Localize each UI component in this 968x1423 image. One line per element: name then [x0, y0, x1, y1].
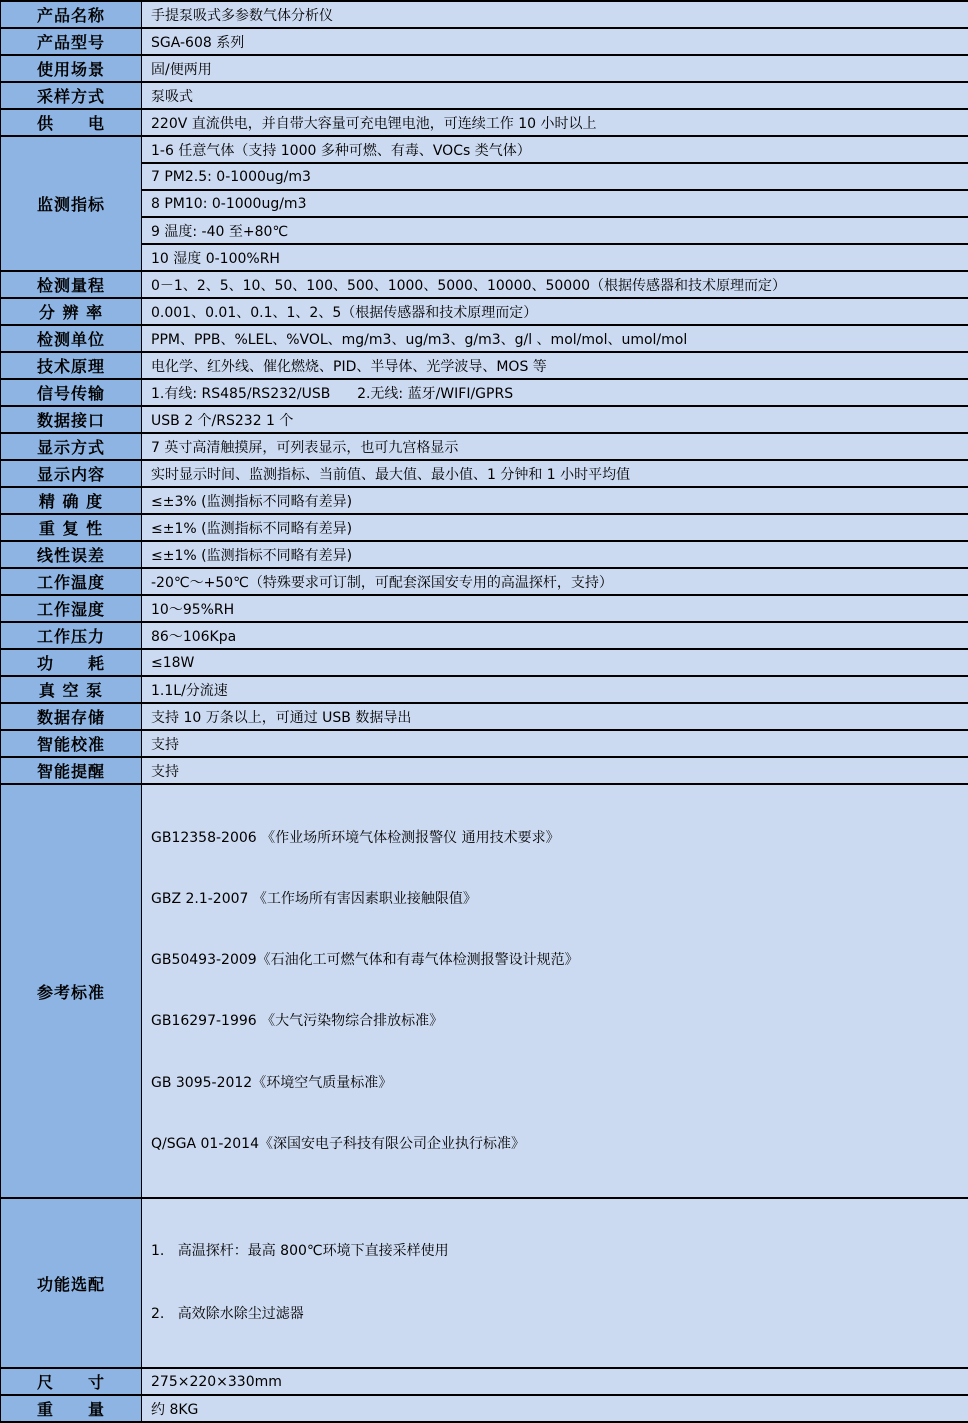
table-row — [1, 487, 968, 514]
spec-label-power-consumption: 功 耗 — [1, 649, 142, 676]
table-row — [1, 55, 968, 82]
table-row — [1, 163, 968, 190]
spec-value-product-name: 手提泵吸式多参数气体分析仪 — [142, 1, 968, 28]
spec-value-weight: 约 8KG — [142, 1395, 968, 1422]
table-row — [1, 28, 968, 55]
table-row — [1, 568, 968, 595]
spec-label-product-name: 产品名称 — [1, 1, 142, 28]
spec-value-signal-transmission: 1.有线: RS485/RS232/USB 2.无线: 蓝牙/WIFI/GPRS — [142, 379, 968, 406]
spec-label-linearity-error: 线性误差 — [1, 541, 142, 568]
spec-value-working-humidity: 10～95%RH — [142, 595, 968, 622]
table-row — [1, 379, 968, 406]
table-row — [1, 190, 968, 217]
spec-value-indicator-4: 9 温度: -40 至+80℃ — [142, 217, 968, 244]
spec-label-dimensions: 尺 寸 — [1, 1368, 142, 1395]
spec-value-sampling: 泵吸式 — [142, 82, 968, 109]
spec-value-tech-principle: 电化学、红外线、催化燃烧、PID、半导体、光学波导、MOS 等 — [142, 352, 968, 379]
spec-value-accuracy: ≤±3% (监测指标不同略有差异) — [142, 487, 968, 514]
optional-feature-line: 2. 高效除水除尘过滤器 — [151, 1304, 962, 1325]
standard-line: GB12358-2006 《作业场所环境气体检测报警仪 通用技术要求》 — [151, 828, 962, 848]
table-row — [1, 730, 968, 757]
spec-label-smart-calibration: 智能校准 — [1, 730, 142, 757]
table-row — [1, 1395, 968, 1422]
spec-value-data-storage: 支持 10 万条以上，可通过 USB 数据导出 — [142, 703, 968, 730]
table-row — [1, 541, 968, 568]
table-row — [1, 784, 968, 1198]
spec-label-vacuum-pump: 真 空 泵 — [1, 676, 142, 703]
spec-value-vacuum-pump: 1.1L/分流速 — [142, 676, 968, 703]
spec-label-display-content: 显示内容 — [1, 460, 142, 487]
standard-line: Q/SGA 01-2014《深国安电子科技有限公司企业执行标准》 — [151, 1134, 962, 1154]
spec-value-dimensions: 275×220×330mm — [142, 1368, 968, 1395]
table-row — [1, 1, 968, 28]
table-row — [1, 1198, 968, 1368]
table-row — [1, 217, 968, 244]
spec-label-usage-scene: 使用场景 — [1, 55, 142, 82]
table-row — [1, 460, 968, 487]
spec-value-detection-unit: PPM、PPB、%LEL、%VOL、mg/m3、ug/m3、g/m3、g/l 、mol/mol、umol/mol — [142, 325, 968, 352]
spec-value-indicator-3: 8 PM10: 0-1000ug/m3 — [142, 190, 968, 217]
table-row — [1, 82, 968, 109]
spec-label-working-pressure: 工作压力 — [1, 622, 142, 649]
spec-value-display-content: 实时显示时间、监测指标、当前值、最大值、最小值、1 分钟和 1 小时平均值 — [142, 460, 968, 487]
table-row — [1, 352, 968, 379]
spec-value-power-consumption: ≤18W — [142, 649, 968, 676]
spec-label-detection-unit: 检测单位 — [1, 325, 142, 352]
spec-value-data-interface: USB 2 个/RS232 1 个 — [142, 406, 968, 433]
spec-label-power-supply: 供 电 — [1, 109, 142, 136]
spec-value-display-mode: 7 英寸高清触摸屏，可列表显示，也可九宫格显示 — [142, 433, 968, 460]
table-row — [1, 649, 968, 676]
table-row — [1, 1368, 968, 1395]
spec-value-linearity-error: ≤±1% (监测指标不同略有差异) — [142, 541, 968, 568]
spec-value-usage-scene: 固/便两用 — [142, 55, 968, 82]
spec-label-tech-principle: 技术原理 — [1, 352, 142, 379]
standard-line: GB 3095-2012《环境空气质量标准》 — [151, 1073, 962, 1093]
spec-label-monitor-indicators: 监测指标 — [1, 136, 142, 271]
spec-value-indicator-1: 1-6 任意气体（支持 1000 多种可燃、有毒、VOCs 类气体） — [142, 136, 968, 163]
standard-line: GB50493-2009《石油化工可燃气体和有毒气体检测报警设计规范》 — [151, 950, 962, 970]
spec-value-working-temperature: -20℃～+50℃（特殊要求可订制，可配套深国安专用的高温探杆，支持） — [142, 568, 968, 595]
spec-label-smart-reminder: 智能提醒 — [1, 757, 142, 784]
spec-value-model: SGA-608 系列 — [142, 28, 968, 55]
table-row — [1, 433, 968, 460]
standard-line: GB16297-1996 《大气污染物综合排放标准》 — [151, 1011, 962, 1031]
table-row — [1, 244, 968, 271]
spec-value-repeatability: ≤±1% (监测指标不同略有差异) — [142, 514, 968, 541]
spec-label-working-humidity: 工作湿度 — [1, 595, 142, 622]
spec-value-smart-reminder: 支持 — [142, 757, 968, 784]
table-row — [1, 406, 968, 433]
spec-label-detection-range: 检测量程 — [1, 271, 142, 298]
table-row — [1, 622, 968, 649]
spec-label-weight: 重 量 — [1, 1395, 142, 1422]
spec-label-resolution: 分 辨 率 — [1, 298, 142, 325]
spec-value-indicator-2: 7 PM2.5: 0-1000ug/m3 — [142, 163, 968, 190]
spec-value-smart-calibration: 支持 — [142, 730, 968, 757]
table-row — [1, 703, 968, 730]
table-row — [1, 325, 968, 352]
table-row — [1, 271, 968, 298]
spec-value-indicator-5: 10 湿度 0-100%RH — [142, 244, 968, 271]
table-row — [1, 109, 968, 136]
spec-value-working-pressure: 86～106Kpa — [142, 622, 968, 649]
spec-label-signal-transmission: 信号传输 — [1, 379, 142, 406]
table-row — [1, 514, 968, 541]
spec-value-reference-standards — [142, 784, 968, 1198]
spec-label-accuracy: 精 确 度 — [1, 487, 142, 514]
table-row — [1, 757, 968, 784]
table-row — [1, 298, 968, 325]
spec-value-power-supply: 220V 直流供电，并自带大容量可充电锂电池，可连续工作 10 小时以上 — [142, 109, 968, 136]
spec-value-optional-features — [142, 1198, 968, 1368]
table-row — [1, 136, 968, 163]
table-row — [1, 595, 968, 622]
spec-value-detection-range: 0－1、2、5、10、50、100、500、1000、5000、10000、50000（根据传感器和技术原理而定） — [142, 271, 968, 298]
spec-value-resolution: 0.001、0.01、0.1、1、2、5（根据传感器和技术原理而定） — [142, 298, 968, 325]
spec-label-reference-standards: 参考标准 — [1, 784, 142, 1198]
spec-label-optional-features: 功能选配 — [1, 1198, 142, 1368]
spec-label-data-interface: 数据接口 — [1, 406, 142, 433]
spec-label-model: 产品型号 — [1, 28, 142, 55]
spec-label-working-temperature: 工作温度 — [1, 568, 142, 595]
optional-feature-line: 1. 高温探杆：最高 800℃环境下直接采样使用 — [151, 1241, 962, 1262]
spec-label-sampling: 采样方式 — [1, 82, 142, 109]
spec-label-data-storage: 数据存储 — [1, 703, 142, 730]
spec-label-display-mode: 显示方式 — [1, 433, 142, 460]
table-row — [1, 676, 968, 703]
standard-line: GBZ 2.1-2007 《工作场所有害因素职业接触限值》 — [151, 889, 962, 909]
spec-label-repeatability: 重 复 性 — [1, 514, 142, 541]
